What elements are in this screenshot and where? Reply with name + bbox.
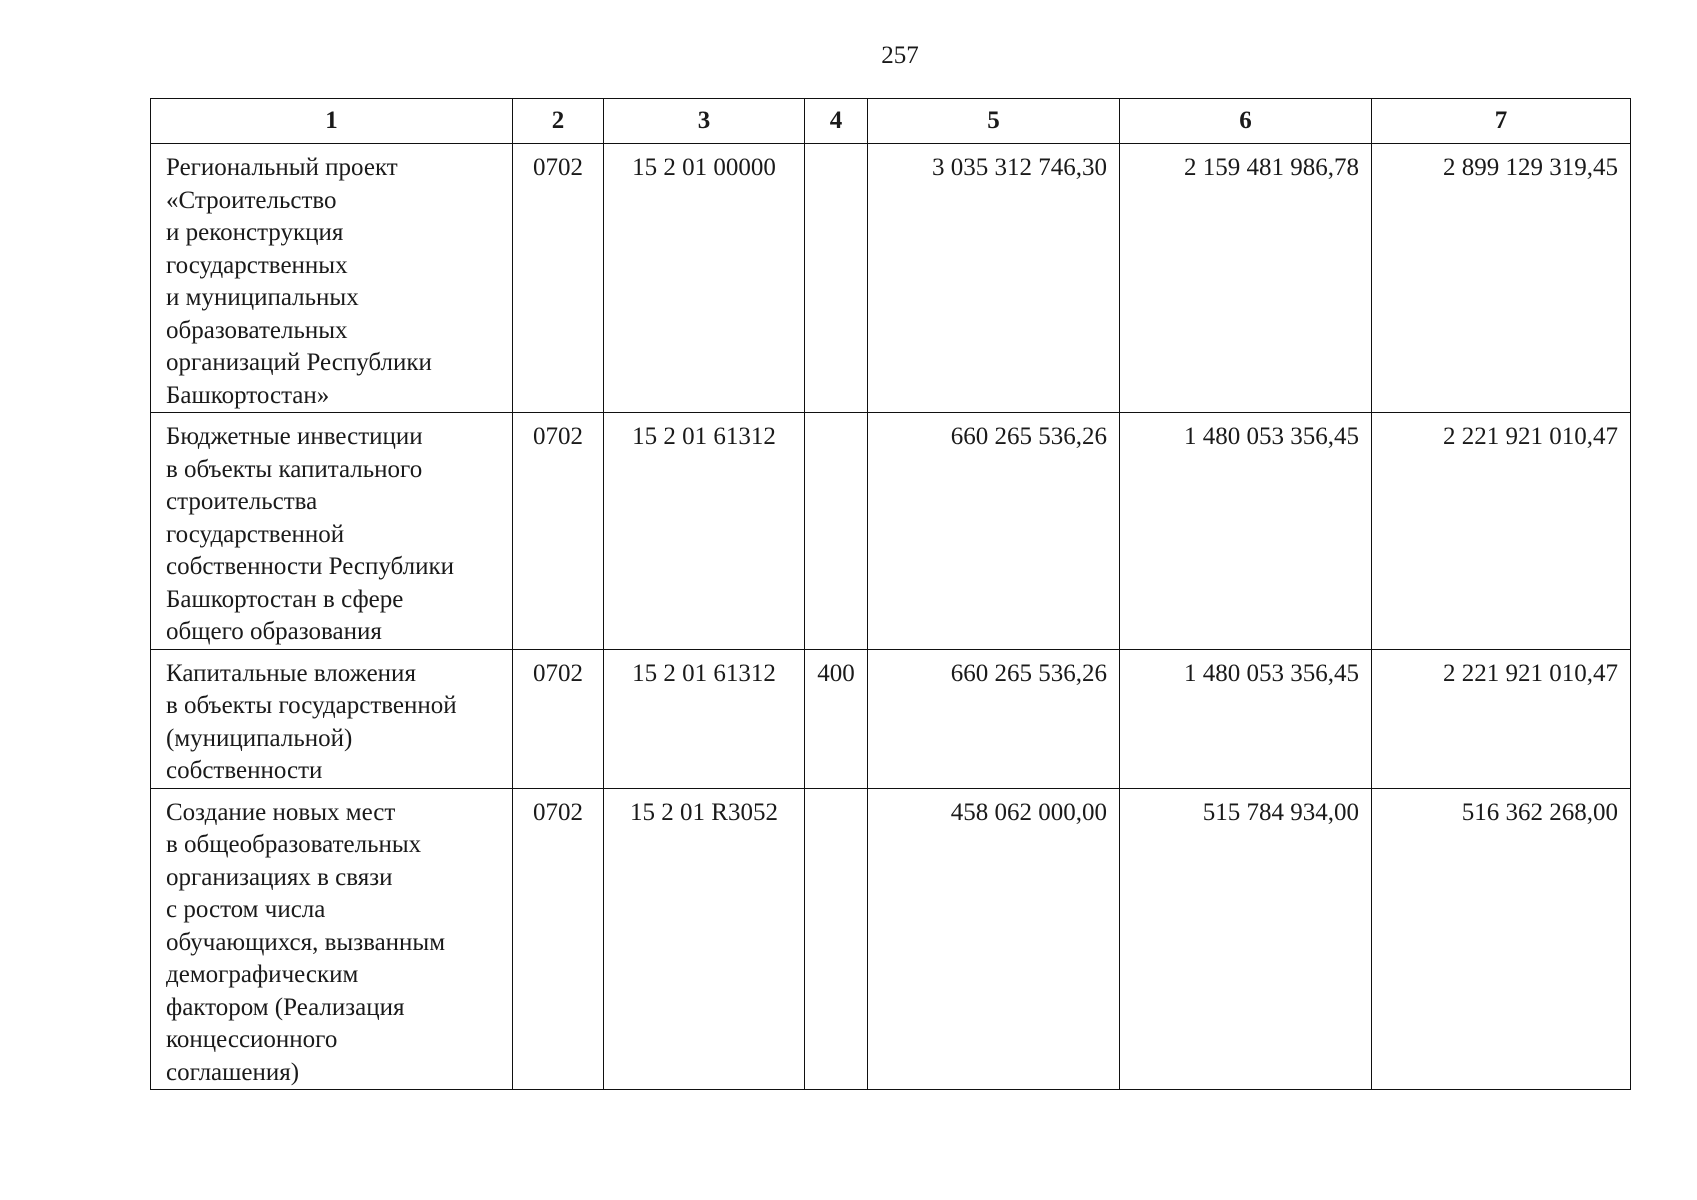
row-name-line: строительства [166,488,318,515]
row-name-line: Капитальные вложения [166,659,416,687]
section-code-cell: 0702 [513,413,604,650]
amount-col7-cell: 2 899 129 319,45 [1372,144,1631,413]
row-name-line: в объекты государственной [166,692,457,719]
amount-col5-cell: 660 265 536,26 [868,413,1120,650]
column-header: 1 [151,99,513,144]
table-row [151,144,1631,413]
row-name-line: Региональный проект [166,154,398,181]
table-row [151,413,1631,650]
budget-table [150,98,1631,1090]
row-name-cell [151,649,513,788]
row-name-line: фактором (Реализация [166,993,405,1021]
row-name-line: общего образования [166,618,382,645]
row-name-line: образовательных [166,316,348,344]
amount-col7-cell: 2 221 921 010,47 [1372,649,1631,788]
row-name-line: организациях в связи [166,863,393,891]
column-header: 3 [604,99,805,144]
row-name-line: соглашения) [166,1058,300,1086]
row-name-line: Башкортостан в сфере [166,585,404,613]
column-header: 2 [513,99,604,144]
target-code-cell: 15 2 01 61312 [604,649,805,788]
row-name-cell [151,413,513,650]
row-name-line: демографическим [166,961,359,988]
expense-type-cell [805,413,868,650]
section-code-cell: 0702 [513,788,604,1090]
row-name-line: Башкортостан» [166,381,330,409]
amount-col6-cell: 1 480 053 356,45 [1120,413,1372,650]
table-row [151,649,1631,788]
row-name-line: Создание новых мест [166,798,396,826]
amount-col5-cell: 660 265 536,26 [868,649,1120,788]
budget-table-container [150,98,1631,1090]
row-name-line: «Строительство [166,186,337,214]
amount-col6-cell: 515 784 934,00 [1120,788,1372,1090]
row-name-line: государственной [166,520,345,548]
row-name-line: обучающихся, вызванным [166,928,446,956]
section-code-cell: 0702 [513,144,604,413]
table-row [151,788,1631,1090]
amount-col7-cell: 516 362 268,00 [1372,788,1631,1090]
table-header-row [151,99,1631,144]
row-name-cell [151,788,513,1090]
amount-col7-cell: 2 221 921 010,47 [1372,413,1631,650]
target-code-cell: 15 2 01 00000 [604,144,805,413]
row-name-line: с ростом числа [166,896,326,923]
amount-col5-cell: 3 035 312 746,30 [868,144,1120,413]
column-header: 7 [1372,99,1631,144]
amount-col6-cell: 2 159 481 986,78 [1120,144,1372,413]
row-name-line: и муниципальных [166,284,359,311]
row-name-line: в общеобразовательных [166,831,422,858]
row-name-line: Бюджетные инвестиции [166,423,423,450]
row-name-line: в объекты капитального [166,455,423,483]
row-name-line: организаций Республики [166,349,432,376]
target-code-cell: 15 2 01 R3052 [604,788,805,1090]
column-header: 4 [805,99,868,144]
row-name-line: и реконструкция [166,219,344,246]
page-number: 257 [881,42,919,69]
row-name-line: государственных [166,251,348,279]
target-code-cell: 15 2 01 61312 [604,413,805,650]
amount-col6-cell: 1 480 053 356,45 [1120,649,1372,788]
amount-col5-cell: 458 062 000,00 [868,788,1120,1090]
section-code-cell: 0702 [513,649,604,788]
column-header: 6 [1120,99,1372,144]
expense-type-cell [805,788,868,1090]
row-name-line: концессионного [166,1026,338,1053]
column-header: 5 [868,99,1120,144]
expense-type-cell [805,144,868,413]
row-name-line: собственности [166,757,323,784]
expense-type-cell: 400 [805,649,868,788]
row-name-line: собственности Республики [166,553,455,580]
row-name-line: (муниципальной) [166,724,353,752]
row-name-cell [151,144,513,413]
